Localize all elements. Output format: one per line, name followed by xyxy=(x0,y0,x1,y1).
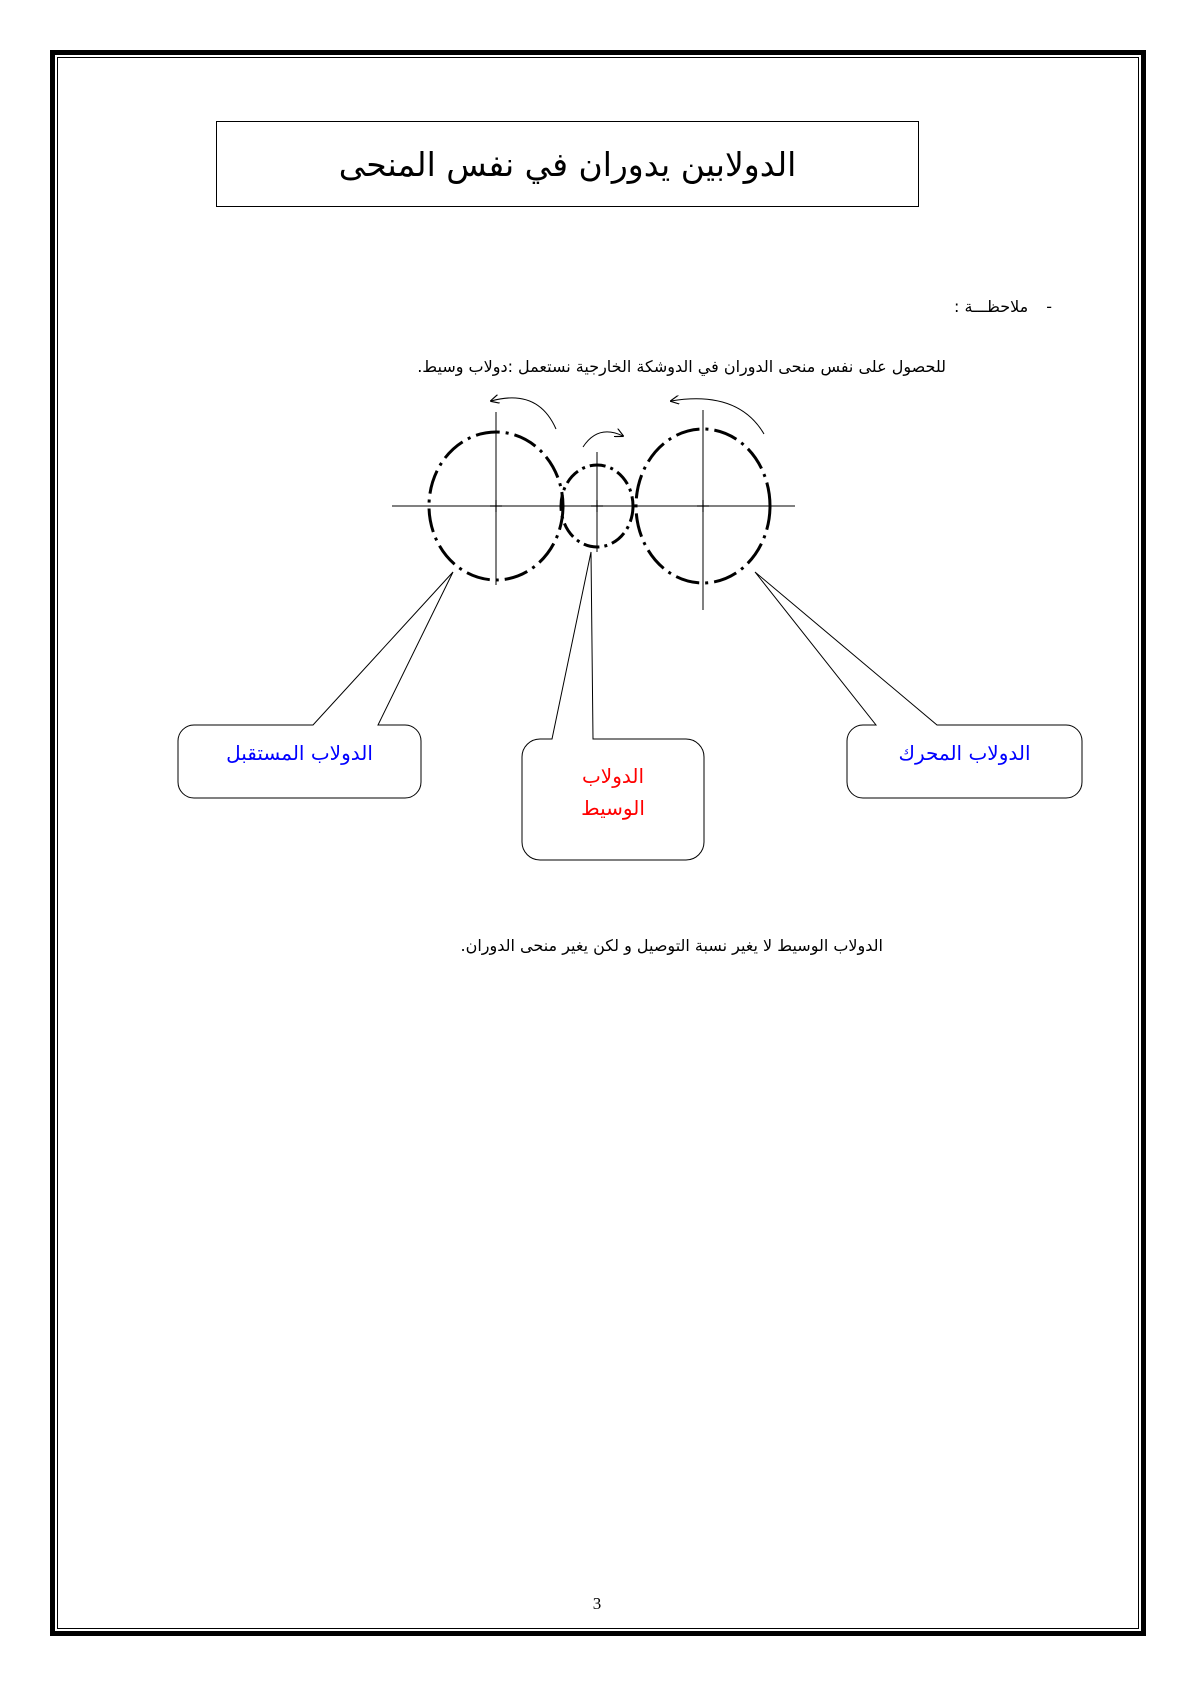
intro-paragraph: للحصول على نفس منحى الدوران في الدوشكة الخارجية نستعمل :دولاب وسيط. xyxy=(417,357,946,376)
conclusion-paragraph: الدولاب الوسيط لا يغير نسبة التوصيل و لكن يغير منحى الدوران. xyxy=(460,936,883,955)
idler-label-line-2: الوسيط xyxy=(581,796,645,820)
idler-wheel-label xyxy=(522,760,704,824)
driver-wheel-label: الدولاب المحرك xyxy=(898,741,1031,765)
page-title: الدولابين يدوران في نفس المنحى xyxy=(338,144,797,184)
receiver-center-mark xyxy=(490,500,502,512)
idler-center-mark xyxy=(591,500,603,512)
note-label: ملاحظـــة : xyxy=(953,297,1029,316)
receiver-wheel-label: الدولاب المستقبل xyxy=(226,741,373,765)
idler-rotation-arrow xyxy=(583,432,623,447)
receiver-rotation-arrow xyxy=(491,398,556,429)
driver-rotation-arrow xyxy=(671,399,764,434)
page-number: 3 xyxy=(592,1594,602,1613)
idler-label-line-1: الدولاب xyxy=(581,764,645,788)
driver-center-mark xyxy=(697,500,709,512)
note-bullet: - xyxy=(1046,297,1052,316)
